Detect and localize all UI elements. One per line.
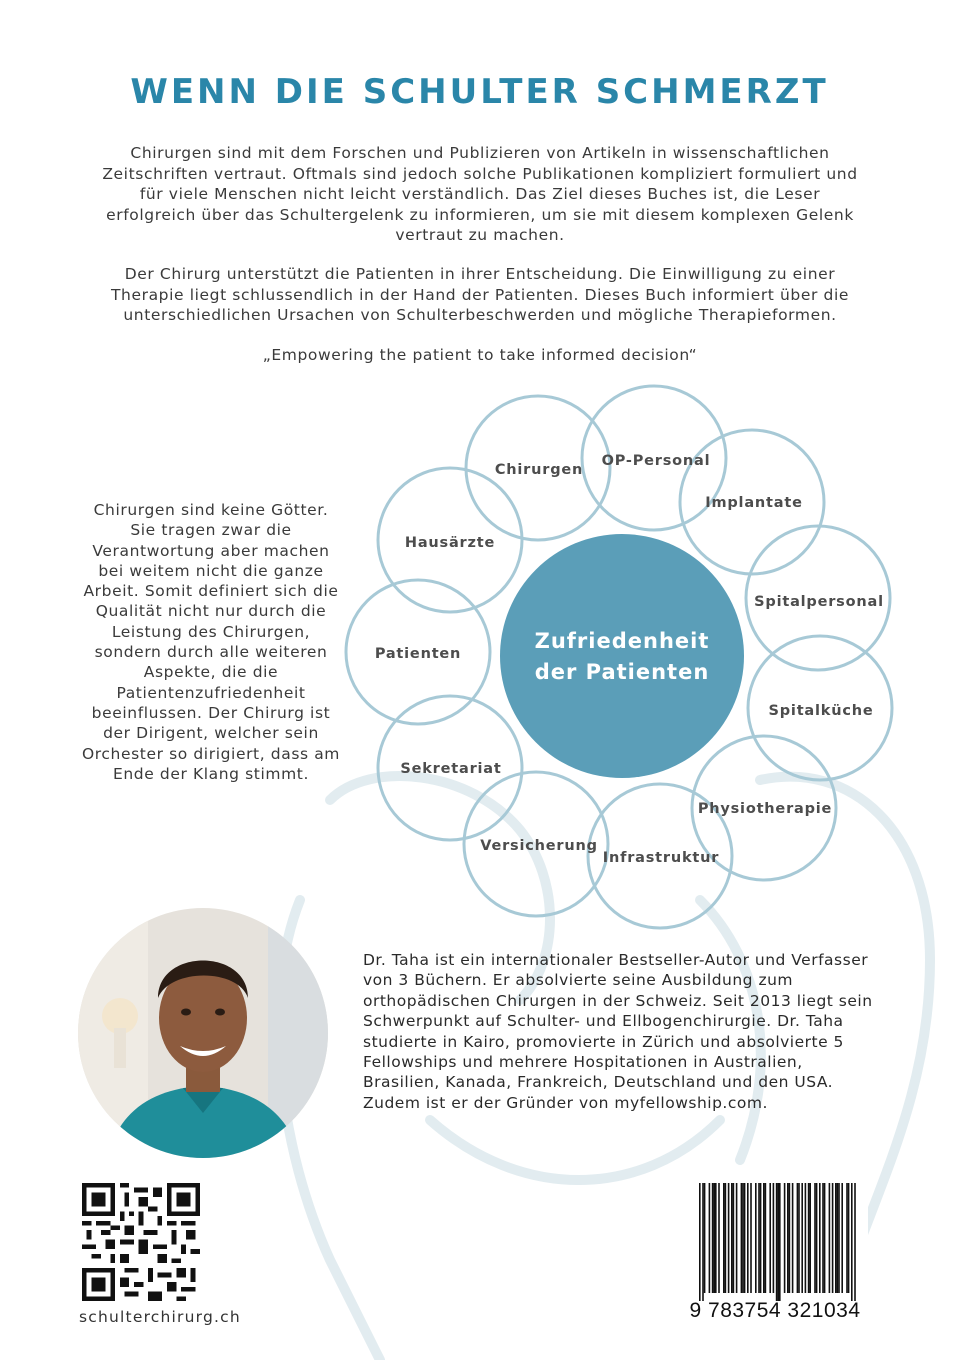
barcode-bar [773, 1183, 775, 1293]
barcode-bar [744, 1183, 746, 1293]
barcode-bar [784, 1183, 786, 1293]
barcode-bar [787, 1183, 789, 1293]
barcode-bar [750, 1183, 752, 1293]
barcode-bar [832, 1183, 834, 1293]
node-label-versicherung: Versicherung [480, 838, 598, 854]
barcode-bar [809, 1183, 811, 1293]
node-label-implantate: Implantate [705, 495, 803, 511]
node-label-patienten: Patienten [374, 646, 462, 662]
barcode-bar [758, 1183, 760, 1293]
barcode-bar [704, 1183, 706, 1293]
barcode-bar [805, 1183, 807, 1293]
barcode-bar [789, 1183, 791, 1293]
node-label-physiotherapie: Physiotherapie [697, 801, 833, 817]
barcode-bar [814, 1183, 816, 1293]
barcode-bar [822, 1183, 824, 1293]
barcode-bar [709, 1183, 711, 1293]
barcode-bar [801, 1183, 803, 1293]
barcode-bar [777, 1183, 779, 1301]
barcode-bar [792, 1183, 794, 1293]
qr-code [82, 1183, 200, 1301]
node-label-spitalkueche: Spitalküche [768, 703, 874, 719]
barcode-bar [755, 1183, 757, 1293]
book-title: WENN DIE SCHULTER SCHMERZT [130, 72, 829, 112]
author-photo [78, 908, 328, 1158]
isbn-digits: 9 783754 321034 [689, 1299, 861, 1322]
barcode-bar [776, 1183, 778, 1301]
barcode-bar [808, 1183, 810, 1293]
barcode-bar [763, 1183, 765, 1293]
node-label-infrastruktur: Infrastruktur [602, 850, 720, 866]
barcode-bar [702, 1183, 704, 1301]
center-label-line1: Zufriedenheit [534, 629, 710, 653]
intro-paragraph-2: Der Chirurg unterstützt die Patienten in ihrer Entscheidung. Die Einwilligung zu einer Therapie liegt schlussendlich in der Hand der Patienten. Dieses Buch informiert über die unterschiedlichen Ursachen von Schulterbeschwerden und mögliche Therapieformen. [110, 265, 849, 324]
barcode-bar [742, 1183, 744, 1293]
barcode-bar [837, 1183, 839, 1293]
barcode-bar [846, 1183, 848, 1293]
barcode-bar [728, 1183, 730, 1293]
barcode-bar [715, 1183, 717, 1293]
barcode-bar [848, 1183, 850, 1293]
barcode-bar [731, 1183, 733, 1293]
intro-paragraph-1: Chirurgen sind mit dem Forschen und Publizieren von Artikeln in wissenschaftlichen Zeitschriften vertraut. Oftmals sind jedoch solche Publikationen kompliziert formuliert und für viele Menschen nicht leicht verständlich. Das Ziel dieses Buches ist, die Leser erfolgreich über das Schultergelenk zu informieren, um sie mit diesem komplexen Gelenk vertraut zu machen. [102, 144, 858, 244]
barcode-bar [841, 1183, 843, 1293]
intro-quote: „Empowering the patient to take informed decision“ [262, 346, 698, 364]
node-label-hausaerzte: Hausärzte [404, 535, 496, 551]
barcode-bar [699, 1183, 701, 1301]
barcode-bar [824, 1183, 826, 1293]
center-circle [500, 534, 744, 778]
barcode-bar [760, 1183, 762, 1293]
barcode-bar [797, 1183, 799, 1293]
center-label-line2: der Patienten [534, 660, 710, 684]
patient-satisfaction-diagram [330, 380, 910, 940]
node-label-chirurgen: Chirurgen [494, 462, 584, 478]
barcode-bar [723, 1183, 725, 1293]
barcode-bar [718, 1183, 720, 1293]
barcode-bar [829, 1183, 831, 1293]
barcode-bar [712, 1183, 714, 1293]
barcode-bar [819, 1183, 821, 1293]
barcode-bar [713, 1183, 715, 1293]
barcode-bar [854, 1183, 856, 1301]
barcode-bar [851, 1183, 853, 1301]
isbn-barcode [683, 1177, 868, 1327]
barcode-bar [741, 1183, 743, 1293]
barcode-bar [747, 1183, 749, 1293]
node-label-spitalpersonal: Spitalpersonal [754, 594, 884, 610]
barcode-bar [733, 1183, 735, 1293]
node-label-sekretariat: Sekretariat [400, 761, 502, 777]
barcode-bar [835, 1183, 837, 1293]
side-text-surgeons: Chirurgen sind keine Götter. Sie tragen zwar die Verantwortung aber machen bei weitem nicht die ganze Arbeit. Somit definiert sich die Qualität nicht nur durch die Leistung des Chirurgen, sondern durch alle weiteren Aspekte, die die Patientenzufriedenheit beeinflussen. Der Chirurg ist der Dirigent, welcher sein Orchester so dirigiert, dass am Ende der Klang stimmt. [81, 501, 340, 783]
barcode-bar [725, 1183, 727, 1293]
barcode-bar [779, 1183, 781, 1301]
barcode-bar [838, 1183, 840, 1293]
barcode-bar [816, 1183, 818, 1293]
author-bio: Dr. Taha ist ein internationaler Bestseller-Autor und Verfasser von 3 Büchern. Er absolvierte seine Ausbildung zum orthopädischen Chirurgen in der Schweiz. Seit 2013 liegt sein Schwerpunkt auf Schulter- und Ellbogenchirurgie. Dr. Taha studierte in Kairo, promovierte in Zürich und absolvierte 5 Fellowships und mehrere Hospitationen in Australien, Brasilien, Kanada, Frankreich, Deutschland und den USA. Zudem ist er der Gründer von myfellowship.com. [363, 951, 873, 1112]
website-url[interactable]: schulterchirurg.ch [79, 1308, 241, 1326]
barcode-bar [769, 1183, 771, 1293]
barcode-bar [765, 1183, 767, 1293]
barcode-bar [736, 1183, 738, 1293]
barcode-bar [798, 1183, 800, 1293]
node-label-op-personal: OP-Personal [601, 453, 711, 469]
